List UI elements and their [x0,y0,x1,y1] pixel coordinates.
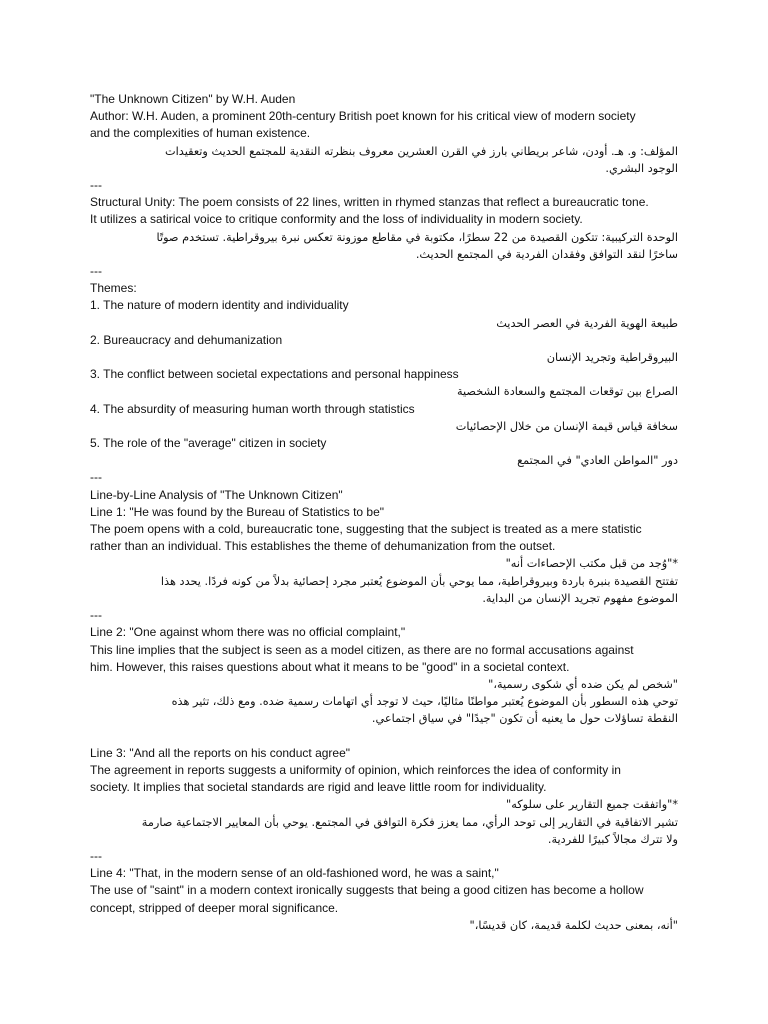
theme-en: 2. Bureaucracy and dehumanization [90,332,283,347]
author-en-line: Author: W.H. Auden, a prominent 20th-century British poet known for his critical view of modern society [90,109,636,124]
separator: --- [90,608,102,623]
separator: --- [90,470,102,485]
structure-en-line: It utilizes a satirical voice to critique conformity and the loss of individuality in modern society. [90,212,583,227]
blank-line [90,728,678,745]
theme-en: 1. The nature of modern identity and individuality [90,298,349,313]
document-page [90,91,678,934]
theme-ar: طبيعة الهوية الفردية في العصر الحديث [496,316,678,330]
line2-en: him. However, this raises questions about what it means to be "good" in a societal context. [90,659,570,674]
line1-label: Line 1: "He was found by the Bureau of Statistics to be" [90,504,385,519]
theme-en: 5. The role of the "average" citizen in society [90,436,327,451]
theme-ar: البيروقراطية وتجريد الإنسان [546,351,678,365]
line1-en: The poem opens with a cold, bureaucratic tone, suggesting that the subject is treated as a mere statistic [90,522,642,537]
line1-ar: تفتتح القصيدة بنبرة باردة وبيروقراطية، مما يوحي بأن الموضوع يُعتبر مجرد إحصائية بدلاً من كونه فردًا. يحدد هذا [160,574,678,588]
line1-en: rather than an individual. This establishes the theme of dehumanization from the outset. [90,539,556,554]
author-en-line: and the complexities of human existence. [90,126,311,141]
line2-ar: النقطة تساؤلات حول ما يعنيه أن تكون "جيدًا" في سياق اجتماعي. [371,712,678,726]
analysis-heading: Line-by-Line Analysis of "The Unknown Citizen" [90,487,343,502]
theme-en: 4. The absurdity of measuring human worth through statistics [90,401,415,416]
separator: --- [90,264,102,279]
line3-ar-quote: *"واتفقت جميع التقارير على سلوكه" [506,798,678,812]
line2-label: Line 2: "One against whom there was no official complaint," [90,625,406,640]
theme-ar: سخافة قياس قيمة الإنسان من خلال الإحصائيات [455,419,678,433]
author-ar-line: المؤلف: و. هـ. أودن، شاعر بريطاني بارز في القرن العشرين معروف بنظرته النقدية للمجتمع الحديث وتعقيدات [165,144,678,158]
line3-en: The agreement in reports suggests a uniformity of opinion, which reinforces the idea of conformity in [90,762,621,777]
structure-en-line: Structural Unity: The poem consists of 22 lines, written in rhymed stanzas that reflect a bureaucratic tone. [90,195,649,210]
theme-en: 3. The conflict between societal expectations and personal happiness [90,367,459,382]
line3-ar: تشير الاتفاقية في التقارير إلى توحد الرأي، مما يعزز فكرة التوافق في المجتمع. يوحي بأن المعايير الاجتماعية صارمة [141,815,678,829]
separator: --- [90,848,102,863]
structure-ar-line: الوحدة التركيبية: تتكون القصيدة من 22 سطرًا، مكتوبة في مقاطع موزونة تعكس نبرة بيروقراطية. تستخدم صوتًا [156,230,678,244]
theme-ar: دور "المواطن العادي" في المجتمع [517,454,678,468]
separator: --- [90,178,102,193]
line2-ar: توحي هذه السطور بأن الموضوع يُعتبر مواطنًا مثاليًا، حيث لا توجد أي اتهامات رسمية ضده. ومع ذلك، تثير هذه [171,695,678,709]
line4-en: concept, stripped of deeper moral significance. [90,900,339,915]
line3-label: Line 3: "And all the reports on his conduct agree" [90,745,351,760]
themes-heading: Themes: [90,281,137,296]
line1-ar: الموضوع مفهوم تجريد الإنسان من البداية. [482,591,678,605]
structure-ar-line: ساخرًا لنقد التوافق وفقدان الفردية في المجتمع الحديث. [415,247,678,261]
theme-ar: الصراع بين توقعات المجتمع والسعادة الشخصية [456,385,678,399]
line4-label: Line 4: "That, in the modern sense of an old-fashioned word, he was a saint," [90,866,499,881]
line1-ar-quote: *"وُجد من قبل مكتب الإحصاءات أنه" [505,557,678,571]
line2-ar-quote: "شخص لم يكن ضده أي شكوى رسمية،" [488,677,678,691]
line3-ar: ولا تترك مجالاً كبيرًا للفردية. [547,832,678,846]
line3-en: society. It implies that societal standards are rigid and leave little room for individuality. [90,780,547,795]
line4-ar-quote: "أنه، بمعنى حديث لكلمة قديمة، كان قديسًا،" [469,918,678,932]
doc-title: "The Unknown Citizen" by W.H. Auden [90,92,296,106]
line2-en: This line implies that the subject is seen as a model citizen, as there are no formal accusations against [90,642,634,657]
author-ar-line: الوجود البشري. [605,161,678,175]
line4-en: The use of "saint" in a modern context ironically suggests that being a good citizen has become a hollow [90,883,644,898]
